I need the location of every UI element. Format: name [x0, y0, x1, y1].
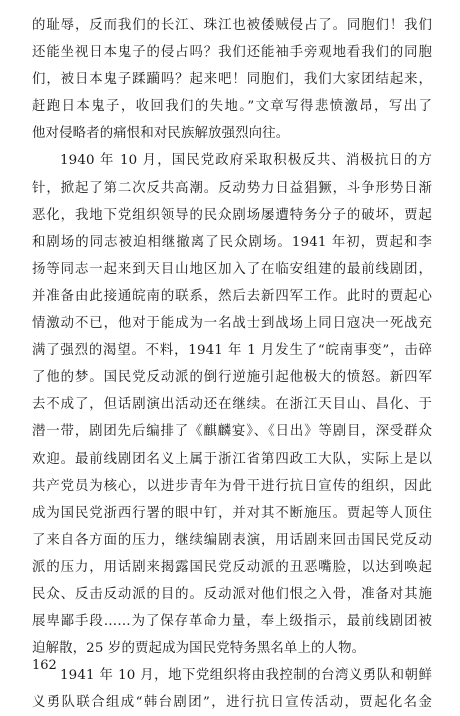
text-line: 成为国民党浙西行署的眼中钉，并对其不断施压。贾起等人顶住 [32, 505, 432, 521]
text-line: 迫解散，25 岁的贾起成为国民党特务黑名单上的人物。 [32, 641, 366, 657]
text-line: 并准备由此接通皖南的联系，然后去新四军工作。此时的贾起心 [32, 288, 432, 304]
text-line: 针，掀起了第二次反共高潮。反动势力日益猖獗，斗争形势日渐 [32, 180, 432, 196]
body-text [32, 12, 432, 716]
text-line: 了来自各方面的压力，继续编剧表演，用话剧来回击国民党反动 [32, 532, 432, 548]
text-line: 恶化，我地下党组织领导的民众剧场屡遭特务分子的破坏，贾起 [32, 207, 432, 223]
text-line: 1940 年 10 月，国民党政府采取积极反共、消极抗日的方 [60, 153, 432, 169]
page-number: 162 [32, 658, 57, 673]
text-line: 们，被日本鬼子蹂躏吗？起来吧！同胞们，我们大家团结起来， [32, 72, 432, 88]
text-line: 民众、反击反动派的目的。反动派对他们恨之入骨，准备对其施 [32, 586, 432, 602]
text-line: 欢迎。最前线剧团名义上属于浙江省第四政工大队，实际上是以 [32, 451, 432, 467]
text-line: 派的压力，用话剧来揭露国民党反动派的丑恶嘴脸，以达到唤起 [32, 559, 432, 575]
text-line: 的耻辱，反而我们的长江、珠江也被倭贼侵占了。同胞们！我们 [32, 18, 432, 33]
text-line: 义勇队联合组成“韩台剧团”，进行抗日宣传活动，贾起化名金 [32, 695, 432, 711]
text-line: 还能坐视日本鬼子的侵占吗？我们还能袖手旁观地看我们的同胞 [32, 45, 432, 61]
text-line: 展卑鄙手段……为了保存革命力量，奉上级指示，最前线剧团被 [32, 614, 432, 630]
text-line: 赶跑日本鬼子，收回我们的失地。”文章写得悲愤激昂，写出了 [32, 99, 432, 115]
text-line: 扬等同志一起来到天目山地区加入了在临安组建的最前线剧团， [32, 261, 432, 277]
text-line: 去不成了，但话剧演出活动还在继续。在浙江天目山、昌化、于 [32, 397, 432, 413]
text-line: 共产党员为核心，以进步青年为骨干进行抗日宣传的组织，因此 [32, 478, 432, 494]
text-line: 他对侵略者的痛恨和对民族解放强烈向往。 [32, 126, 290, 142]
text-line: 情激动不已，他对于能成为一名战士到战场上同日寇决一死战充 [32, 316, 432, 332]
text-line: 了他的梦。国民党反动派的倒行逆施引起他极大的愤怒。新四军 [32, 370, 432, 386]
text-line: 1941 年 10 月，地下党组织将由我控制的台湾义勇队和朝鲜 [60, 668, 432, 684]
text-line: 满了强烈的渴望。不料，1941 年 1 月发生了“皖南事变”，击碎 [32, 343, 432, 359]
text-line: 和剧场的同志被迫相继撤离了民众剧场。1941 年初，贾起和李 [32, 234, 432, 250]
text-line: 潜一带，剧团先后编排了《麒麟宴》、《日出》等剧目，深受群众 [32, 424, 432, 440]
